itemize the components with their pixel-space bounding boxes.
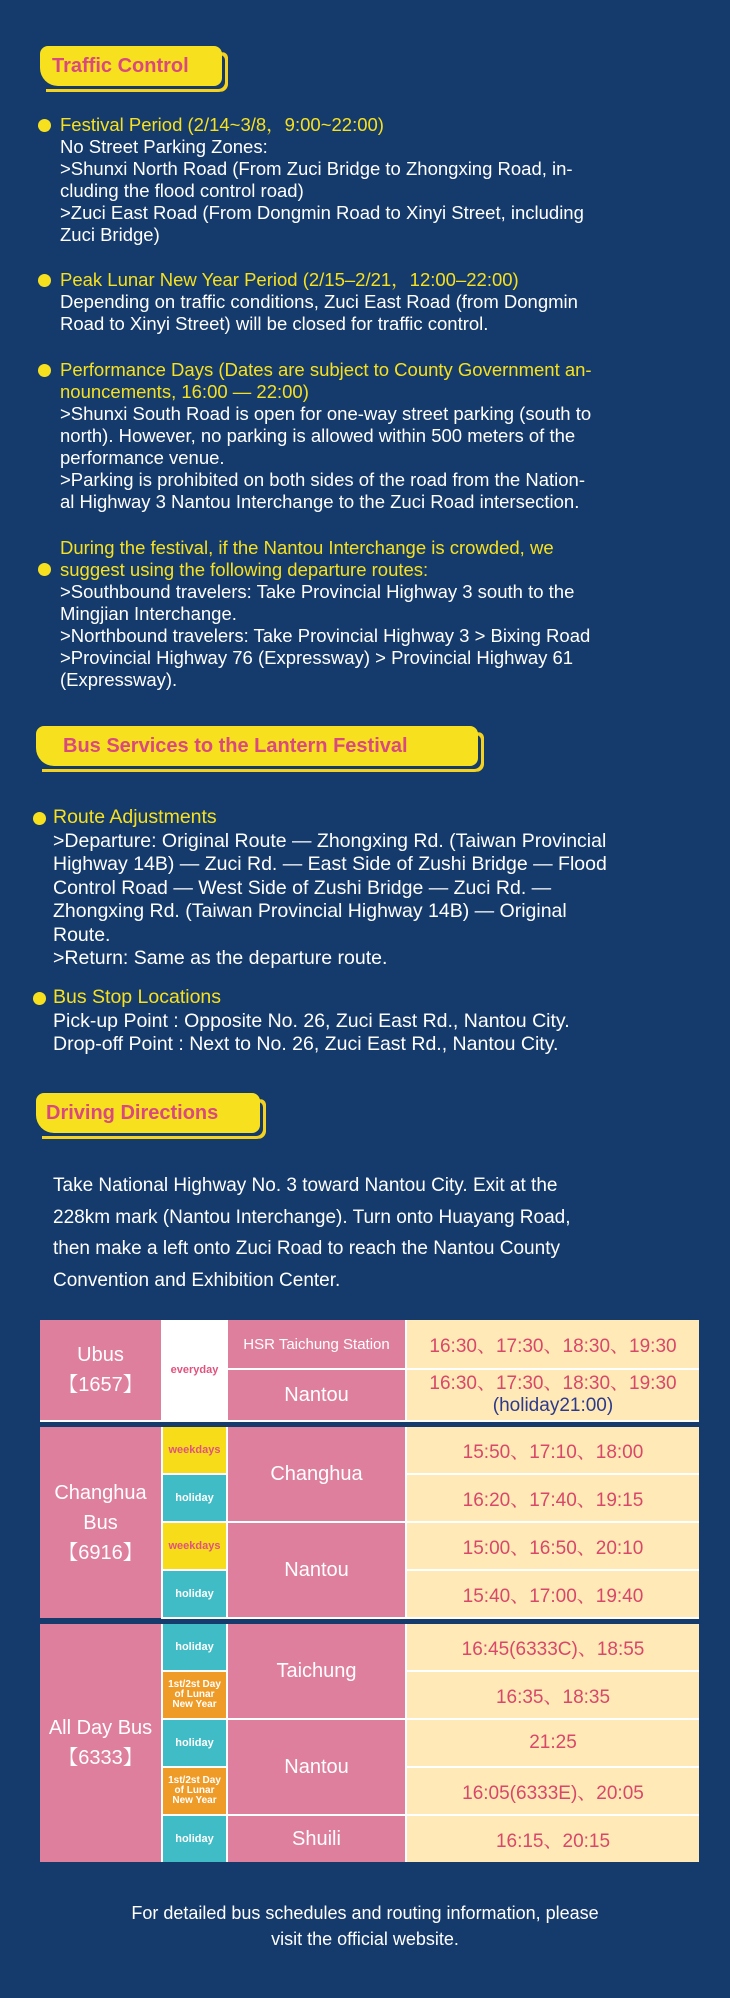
times-cell: 15:40、17:00、19:40	[406, 1570, 699, 1618]
directions-line: Take National Highway No. 3 toward Nantou City. Exit at the	[53, 1175, 558, 1196]
item-line: Depending on traffic conditions, Zuci East Road (from Dongmin	[60, 291, 578, 312]
item-line: al Highway 3 Nantou Interchange to the Zuci Road intersection.	[60, 491, 580, 512]
route-name-line: All Day Bus	[48, 1717, 153, 1739]
table-row	[40, 1320, 699, 1369]
item-line: >Parking is prohibited on both sides of the road from the Nation-	[60, 469, 585, 490]
table-row	[40, 1624, 699, 1671]
day-type-lunar-new-year: 1st/2st Day of Lunar New Year	[162, 1767, 227, 1815]
times-cell	[406, 1369, 699, 1421]
traffic-item-departure-routes	[60, 537, 590, 691]
times-cell: 16:20、17:40、19:15	[406, 1474, 699, 1522]
times-note: (holiday21:00)	[492, 1395, 614, 1416]
day-type-weekdays: weekdays	[162, 1522, 227, 1570]
item-title: Route Adjustments	[53, 806, 217, 828]
route-name-line: Ubus	[77, 1344, 124, 1366]
day-type-holiday: holiday	[162, 1474, 227, 1522]
bus-services-header	[36, 726, 478, 766]
station-name: Changhua	[227, 1427, 406, 1522]
item-line: Zhongxing Rd. (Taiwan Provincial Highway 14B) — Original	[53, 900, 567, 922]
item-line: >Zuci East Road (From Dongmin Road to Xinyi Street, including	[60, 202, 584, 223]
route-name-changhua	[40, 1427, 162, 1618]
day-type-holiday: holiday	[162, 1624, 227, 1671]
item-line: cluding the flood control road)	[60, 180, 304, 201]
route-name-line: Bus	[83, 1511, 118, 1534]
day-type-lunar-new-year: 1st/2st Day of Lunar New Year	[162, 1671, 227, 1719]
route-name-ubus	[40, 1320, 162, 1421]
times-text: 16:30、17:30、18:30、19:30	[429, 1373, 677, 1394]
header-label: Driving Directions	[36, 1093, 260, 1133]
route-name-line: 【6333】	[58, 1747, 143, 1769]
times-cell: 16:05(6333E)、20:05	[406, 1767, 699, 1815]
times-cell: 16:45(6333C)、18:55	[406, 1624, 699, 1671]
directions-line: Convention and Exhibition Center.	[53, 1269, 341, 1291]
bullet-icon	[38, 274, 51, 287]
route-name-all-day-bus	[40, 1624, 162, 1862]
station-name: Shuili	[227, 1815, 406, 1862]
bullet-icon	[38, 563, 51, 576]
times-cell: 15:50、17:10、18:00	[406, 1427, 699, 1474]
item-line: >Shunxi South Road is open for one-way street parking (south to	[60, 403, 592, 424]
item-line: Pick-up Point : Opposite No. 26, Zuci East Rd., Nantou City.	[53, 1009, 570, 1032]
item-title: nouncements, 16:00 — 22:00)	[60, 381, 309, 402]
footer-line: For detailed bus schedules and routing information, please	[131, 1903, 599, 1923]
item-line: Zuci Bridge)	[60, 224, 160, 245]
item-line: >Provincial Highway 76 (Expressway) > Provincial Highway 61	[60, 647, 574, 668]
traffic-item-performance-days	[60, 359, 592, 513]
header-label: Traffic Control	[40, 46, 222, 86]
item-line: north). However, no parking is allowed within 500 meters of the	[60, 425, 576, 446]
item-line: >Departure: Original Route — Zhongxing Rd. (Taiwan Provincial	[53, 829, 607, 852]
day-type-everyday: everyday	[162, 1320, 227, 1421]
bullet-icon	[33, 992, 46, 1005]
item-title: Bus Stop Locations	[53, 986, 222, 1008]
footer-note	[0, 1900, 730, 1952]
times-cell: 16:15、20:15	[406, 1815, 699, 1862]
item-title: Performance Days (Dates are subject to County Government an-	[60, 359, 592, 380]
route-name-line: Changhua	[54, 1481, 147, 1504]
directions-line: 228km mark (Nantou Interchange). Turn onto Huayang Road,	[53, 1206, 571, 1228]
item-line: >Return: Same as the departure route.	[53, 947, 388, 969]
day-type-holiday: holiday	[162, 1570, 227, 1618]
item-line: Drop-off Point : Next to No. 26, Zuci East Rd., Nantou City.	[53, 1033, 559, 1055]
station-name: Nantou	[227, 1369, 406, 1421]
bus-item-stop-locations	[53, 986, 570, 1057]
item-title: During the festival, if the Nantou Interchange is crowded, we	[60, 537, 554, 558]
item-line: >Southbound travelers: Take Provincial Highway 3 south to the	[60, 581, 575, 602]
times-cell: 21:25	[406, 1719, 699, 1767]
header-label: Bus Services to the Lantern Festival	[36, 726, 478, 766]
bullet-icon	[38, 364, 51, 377]
item-line: performance venue.	[60, 447, 225, 468]
driving-directions-text	[53, 1170, 571, 1296]
bullet-icon	[33, 812, 46, 825]
item-title: Peak Lunar New Year Period (2/15–2/21，12:00–22:00)	[60, 269, 519, 290]
item-line: >Shunxi North Road (From Zuci Bridge to Zhongxing Road, in-	[60, 158, 573, 179]
item-line: Mingjian Interchange.	[60, 603, 237, 624]
bus-item-route-adjustments	[53, 806, 607, 971]
item-line: Control Road — West Side of Zushi Bridge — Zuci Rd. —	[53, 876, 552, 899]
station-name: HSR Taichung Station	[227, 1320, 406, 1369]
times-cell: 16:30、17:30、18:30、19:30	[406, 1320, 699, 1369]
item-line: (Expressway).	[60, 669, 178, 690]
table-row	[40, 1427, 699, 1474]
item-line: Route.	[53, 923, 111, 946]
bullet-icon	[38, 119, 51, 132]
station-name: Nantou	[227, 1522, 406, 1618]
item-line: Road to Xinyi Street) will be closed for traffic control.	[60, 313, 489, 334]
item-line: Highway 14B) — Zuci Rd. — East Side of Zushi Bridge — Flood	[53, 853, 607, 875]
directions-line: then make a left onto Zuci Road to reach the Nantou County	[53, 1238, 560, 1259]
day-type-holiday: holiday	[162, 1719, 227, 1767]
day-type-weekdays: weekdays	[162, 1427, 227, 1474]
station-name: Nantou	[227, 1719, 406, 1815]
item-line: >Northbound travelers: Take Provincial Highway 3 > Bixing Road	[60, 625, 591, 646]
times-cell: 16:35、18:35	[406, 1671, 699, 1719]
driving-directions-header	[36, 1093, 260, 1133]
day-type-holiday: holiday	[162, 1815, 227, 1862]
traffic-control-header	[40, 46, 222, 86]
times-cell: 15:00、16:50、20:10	[406, 1522, 699, 1570]
item-title: suggest using the following departure routes:	[60, 559, 429, 580]
route-name-line: 【6916】	[58, 1541, 143, 1564]
bus-schedule-table	[40, 1320, 699, 1862]
route-name-line: 【1657】	[58, 1374, 143, 1396]
station-name: Taichung	[227, 1624, 406, 1719]
item-title: Festival Period (2/14~3/8，9:00~22:00)	[60, 114, 384, 135]
traffic-item-festival-period	[60, 114, 584, 246]
footer-line: visit the official website.	[271, 1929, 459, 1949]
traffic-item-peak-period	[60, 269, 578, 335]
item-line: No Street Parking Zones:	[60, 136, 268, 157]
